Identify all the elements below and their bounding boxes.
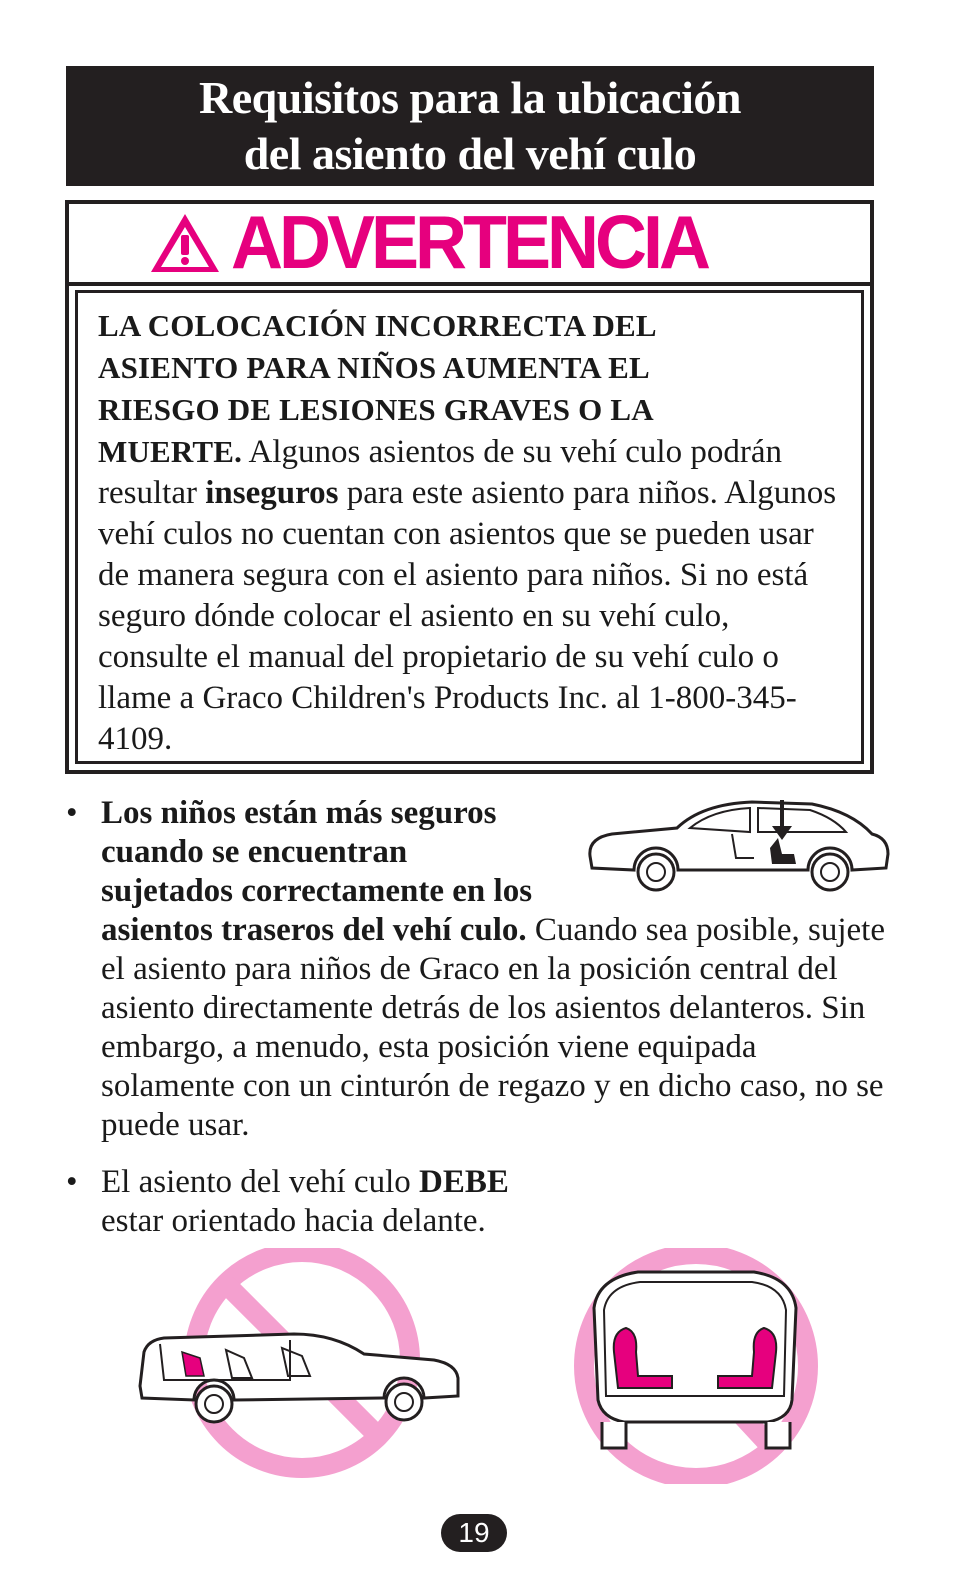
bullet1-bold-4: asientos traseros del vehí culo. <box>101 912 527 948</box>
page-title-line2: del asiento del vehí culo <box>243 128 697 179</box>
bullet2-bold: DEBE <box>419 1164 509 1200</box>
page-title <box>66 66 874 186</box>
page-number: 19 <box>441 1514 507 1552</box>
bullet-forward-facing <box>66 1163 886 1241</box>
bullet-symbol-2: • <box>66 1164 78 1200</box>
bullet2-text-2: estar orientado hacia delante. <box>101 1203 486 1239</box>
bullet1-bold-1: Los niños están más seguros <box>101 795 497 831</box>
warning-box <box>65 200 874 774</box>
sedan-rear-seat-icon <box>582 798 892 898</box>
warning-caps-3: RIESGO DE LESIONES GRAVES O LA <box>98 392 654 427</box>
warning-triangle-icon <box>149 211 221 275</box>
bullet1-bold-2: cuando se encuentran <box>101 834 408 870</box>
warning-text-1: Algunos asientos de su vehí culo podrán resultar <box>98 434 782 511</box>
prohibited-rear-facing-seat-icon <box>568 1248 824 1484</box>
warning-text-2: para este asiento para niños. Algunos vehí culos no cuentan con asientos que se pueden usar de manera segura con el asiento para niños. Si no está seguro dónde colocar el asiento en su vehí culo, consulte el manual del propietario de su vehí culo o llame a Graco Children's Products Inc. al 1-800-345-4109. <box>98 475 837 757</box>
page-title-line1: Requisitos para la ubicación <box>199 72 741 123</box>
warning-caps-1: LA COLOCACIÓN INCORRECTA DEL <box>98 308 657 343</box>
bullet1-text: Cuando sea posible, sujete el asiento para niños de Graco en la posición central del asiento directamente detrás de los asientos delanteros. Sin embargo, a menudo, esta posición viene equipada solamente con un cinturón de regazo y en dicho caso, no se puede usar. <box>101 912 885 1143</box>
bullet-symbol: • <box>66 795 78 831</box>
bullet2-text-1: El asiento del vehí culo <box>101 1164 419 1200</box>
warning-caps-2: ASIENTO PARA NIÑOS AUMENTA EL <box>98 350 650 385</box>
prohibited-side-facing-seat-icon <box>134 1248 464 1478</box>
warning-bold-word: inseguros <box>205 475 339 511</box>
warning-banner <box>69 201 870 286</box>
bullet1-bold-3: sujetados correctamente en los <box>101 873 533 909</box>
warning-text <box>75 290 864 764</box>
warning-caps-4: MUERTE. <box>98 434 243 469</box>
warning-label: ADVERTENCIA <box>231 201 708 285</box>
